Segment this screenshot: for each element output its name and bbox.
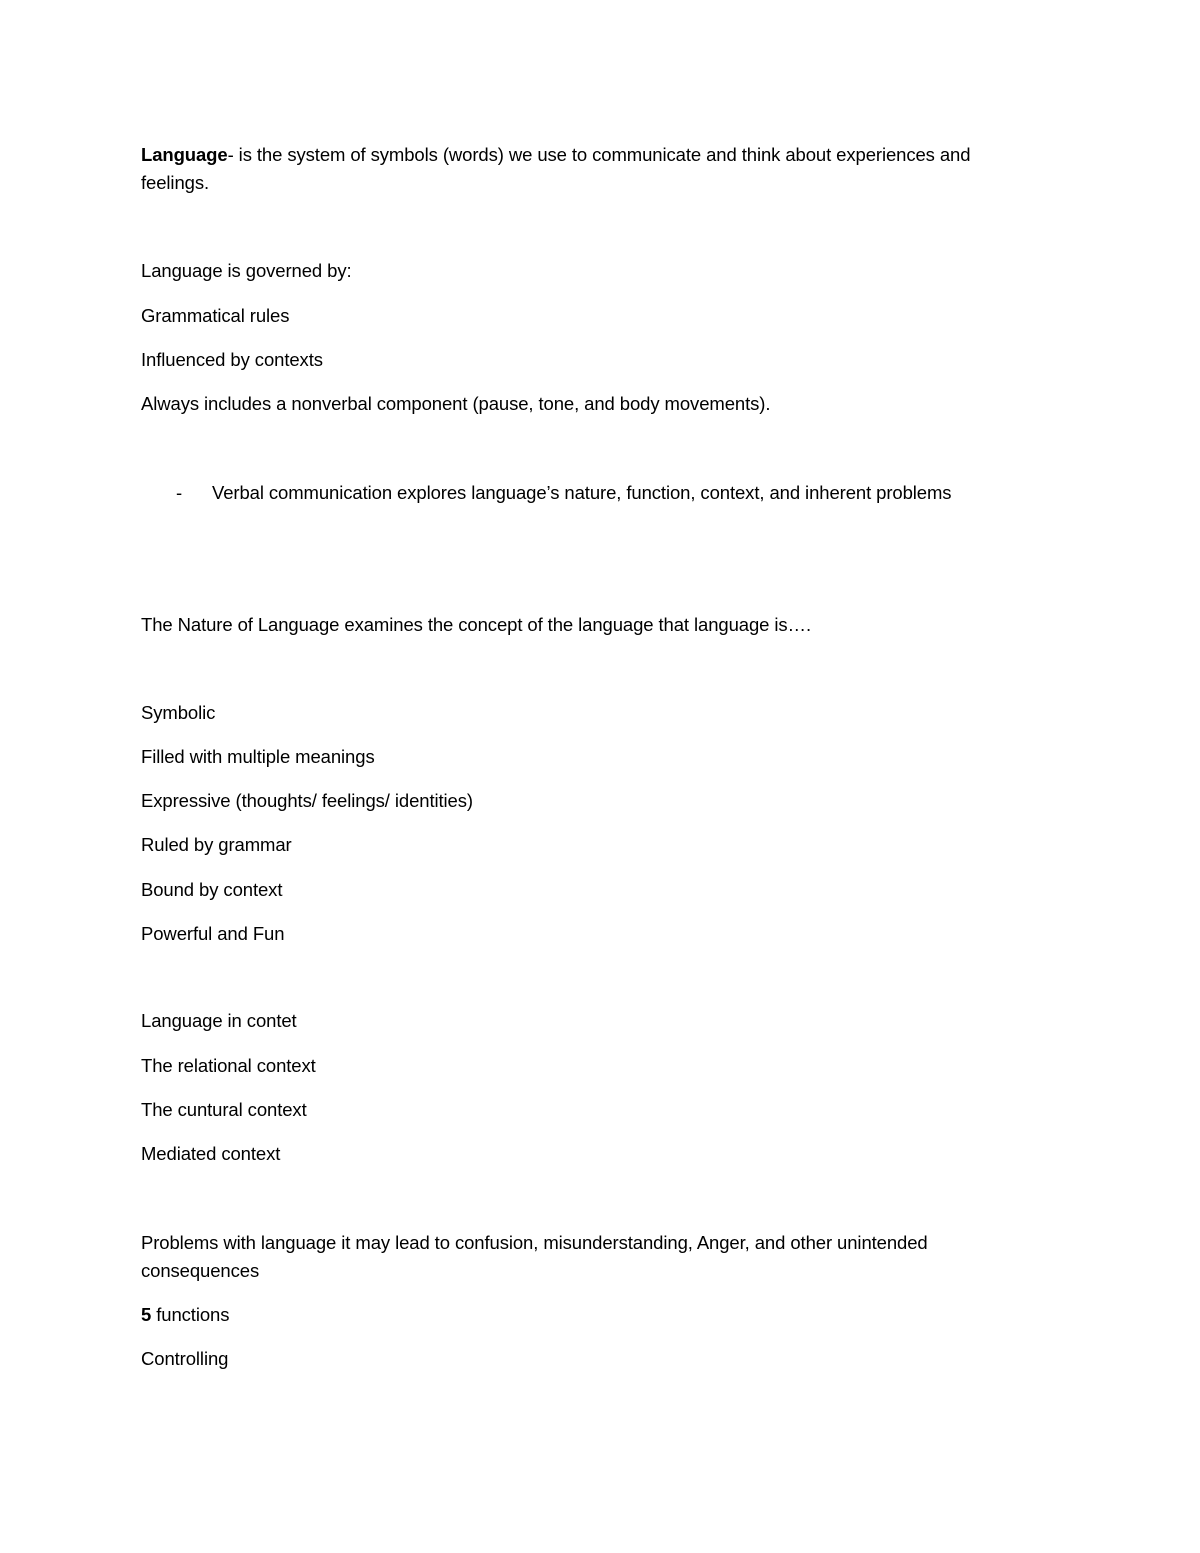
functions-item: Controlling (141, 1348, 229, 1369)
functions-label: functions (151, 1304, 230, 1325)
governed-item: Grammatical rules (141, 305, 290, 326)
governed-item: Always includes a nonverbal component (pause, tone, and body movements). (141, 393, 771, 414)
definition-term: Language (141, 144, 228, 165)
definition-text: - is the system of symbols (words) we use to communicate and think about experiences and feelings. (141, 144, 971, 193)
problems-paragraph: Problems with language it may lead to confusion, misunderstanding, Anger, and other unintended consequences (141, 1232, 928, 1281)
nature-item: Symbolic (141, 702, 216, 723)
context-item: The relational context (141, 1055, 316, 1076)
bullet-text: Verbal communication explores language’s nature, function, context, and inherent problems (212, 482, 952, 503)
governed-item: Influenced by contexts (141, 349, 323, 370)
nature-item: Ruled by grammar (141, 834, 292, 855)
nature-item: Expressive (thoughts/ feelings/ identities) (141, 790, 473, 811)
definition-paragraph (141, 141, 1041, 197)
nature-item: Powerful and Fun (141, 923, 285, 944)
nature-item: Filled with multiple meanings (141, 746, 375, 767)
nature-item: Bound by context (141, 879, 283, 900)
context-heading: Language in contet (141, 1010, 297, 1031)
governed-heading: Language is governed by: (141, 260, 352, 281)
bullet-marker: - (176, 482, 183, 503)
functions-heading (141, 1301, 229, 1329)
functions-number: 5 (141, 1304, 152, 1325)
context-item: The cuntural context (141, 1099, 307, 1120)
context-item: Mediated context (141, 1143, 281, 1164)
nature-heading: The Nature of Language examines the concept of the language that language is…. (141, 614, 811, 635)
